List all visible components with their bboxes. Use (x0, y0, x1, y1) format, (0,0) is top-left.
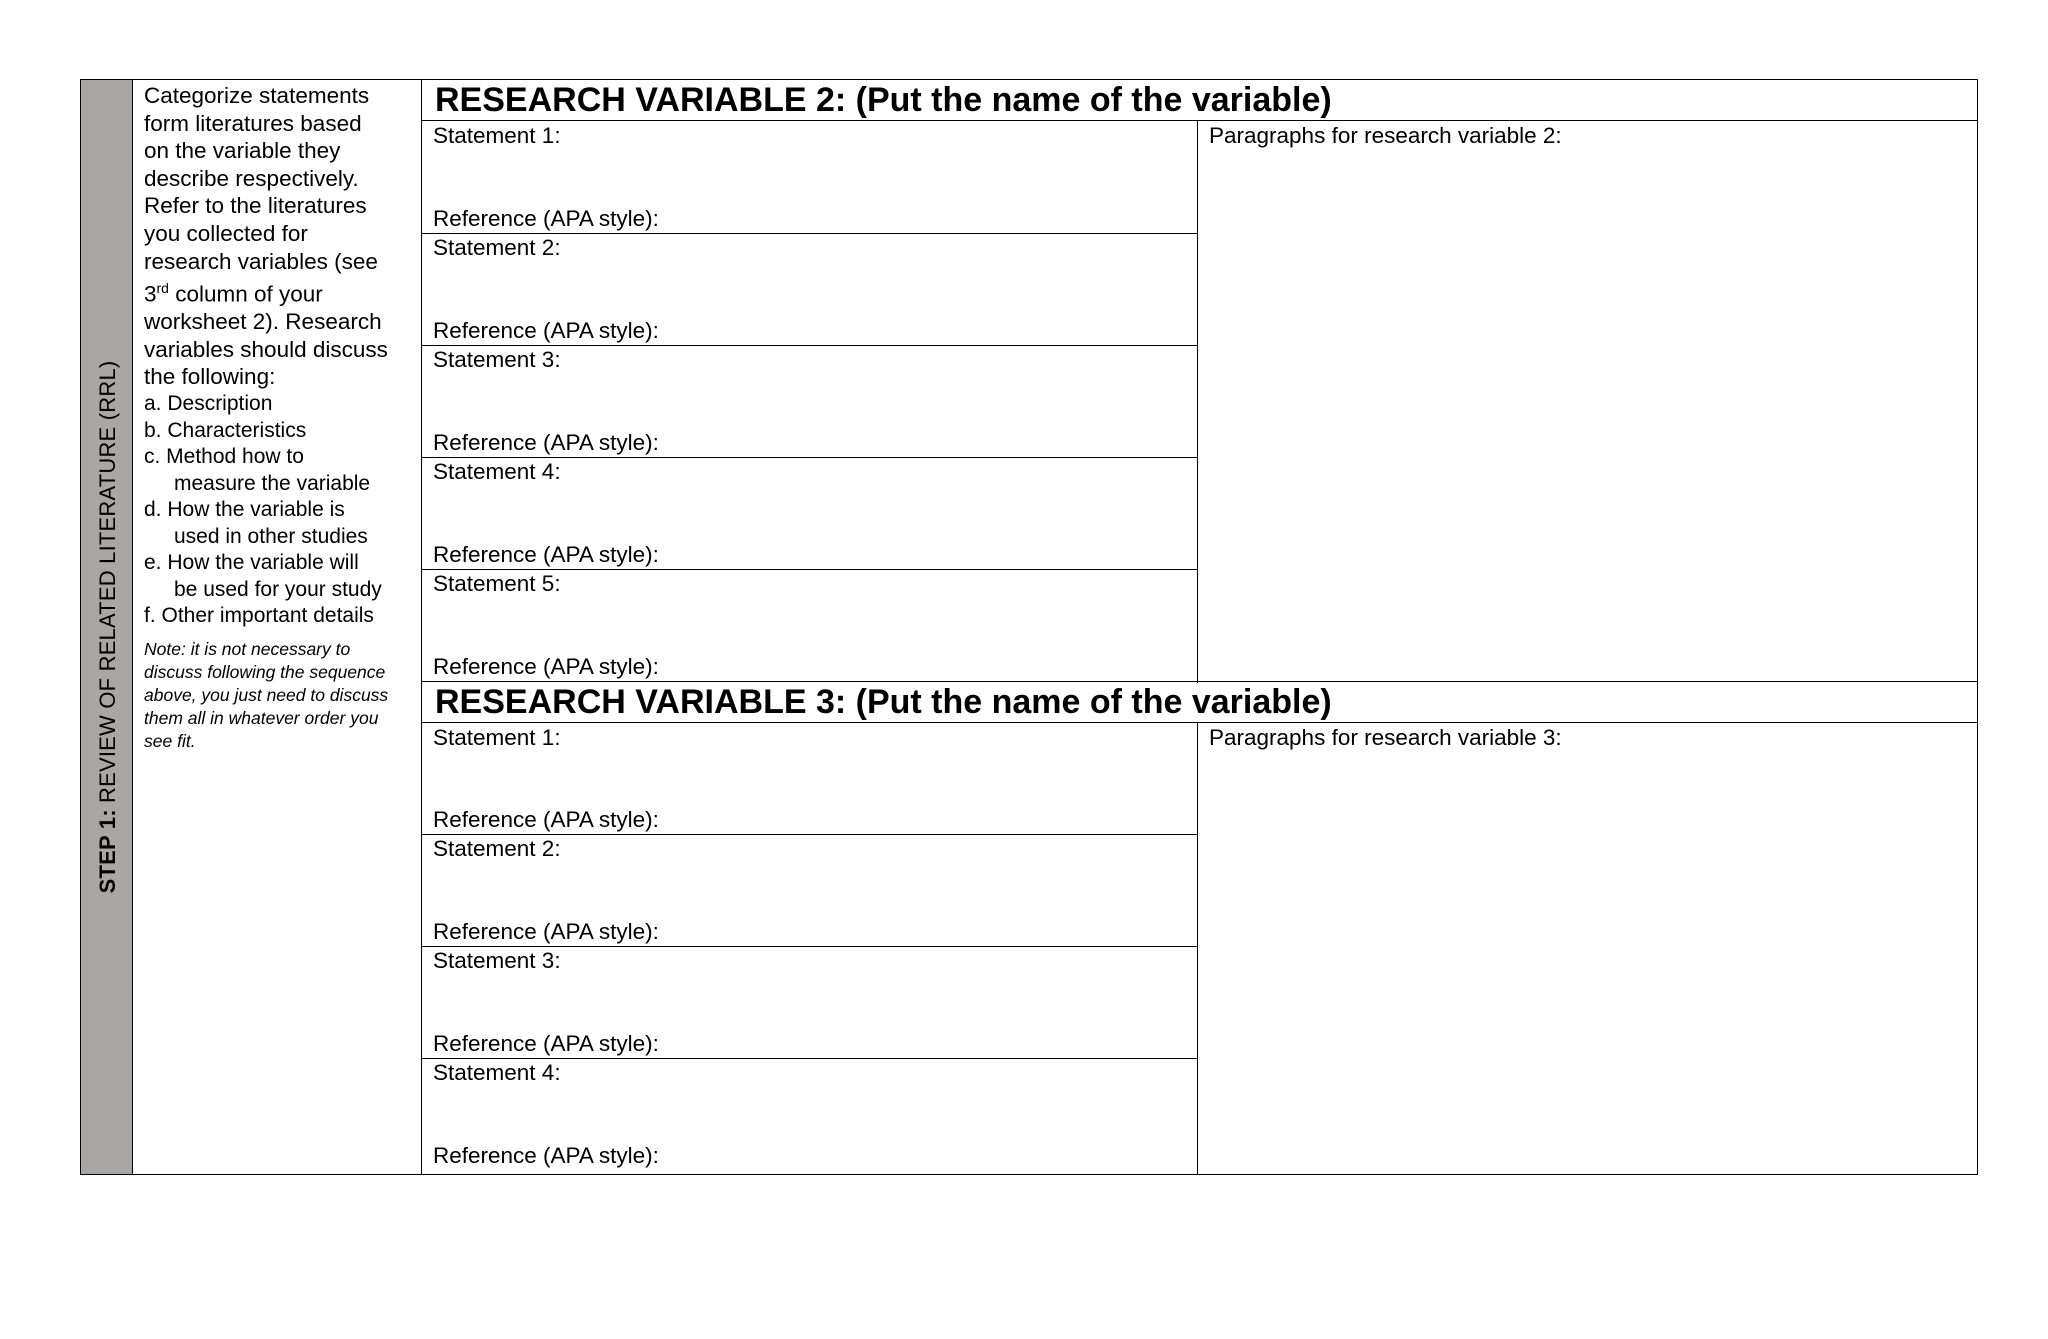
row-divider (421, 233, 1198, 234)
statement-label: Statement 4: (433, 1060, 561, 1085)
instruction-line: the following: (144, 364, 276, 390)
list-item-continued: used in other studies (174, 524, 368, 548)
list-item: d. How the variable is (144, 498, 345, 522)
instruction-line: form literatures based (144, 110, 362, 136)
instruction-line: variables should discuss (144, 336, 388, 362)
instruction-line (144, 275, 416, 308)
instruction-line: research variables (see (144, 248, 378, 274)
list-item: f. Other important details (144, 604, 374, 628)
statement-label: Statement 1: (433, 123, 561, 148)
paragraphs-label: Paragraphs for research variable 2: (1209, 123, 1562, 148)
row-divider (421, 345, 1198, 346)
discussion-list (144, 391, 416, 630)
row-divider (421, 946, 1198, 947)
instruction-line: on the variable they (144, 138, 341, 164)
reference-label: Reference (APA style): (433, 919, 659, 944)
list-item-continued: be used for your study (174, 577, 382, 601)
variable3-column-divider (1197, 723, 1198, 1175)
instruction-line: describe respectively. (144, 165, 359, 191)
instruction-line: Categorize statements (144, 83, 370, 108)
row-divider (421, 569, 1198, 570)
instructions-text (144, 82, 416, 630)
list-item: b. Characteristics (144, 418, 307, 442)
instruction-line: worksheet 2). Research (144, 309, 382, 335)
reference-label: Reference (APA style): (433, 542, 659, 567)
ordinal-number: 3 (144, 281, 157, 307)
list-item: c. Method how to (144, 445, 304, 469)
variable3-heading: RESEARCH VARIABLE 3: (Put the name of the variable) (421, 681, 1978, 723)
reference-label: Reference (APA style): (433, 206, 659, 231)
statement-label: Statement 2: (433, 235, 561, 260)
row-divider (421, 457, 1198, 458)
step-label-rest: REVIEW OF RELATED LITERATURE (RRL) (95, 360, 120, 810)
instruction-line: you collected for (144, 220, 308, 246)
statement-label: Statement 5: (433, 571, 561, 596)
reference-label: Reference (APA style): (433, 318, 659, 343)
list-item: e. How the variable will (144, 551, 359, 575)
ordinal-suffix: rd (156, 280, 169, 297)
row-divider (421, 834, 1198, 835)
ordinal-rest: column of your (168, 281, 323, 307)
step-label (95, 361, 121, 894)
instruction-note: Note: it is not necessary to discuss following the sequence above, you just need to discuss them all in whatever order you see fit. (144, 639, 389, 751)
statement-label: Statement 2: (433, 836, 561, 861)
reference-label: Reference (APA style): (433, 807, 659, 832)
statement-label: Statement 4: (433, 459, 561, 484)
variable2-column-divider (1197, 121, 1198, 683)
reference-label: Reference (APA style): (433, 430, 659, 455)
reference-label: Reference (APA style): (433, 1143, 659, 1168)
list-item-continued: measure the variable (174, 471, 371, 495)
instruction-line: Refer to the literatures (144, 193, 367, 219)
step-label-bold: STEP 1: (95, 809, 120, 894)
statement-label: Statement 3: (433, 948, 561, 973)
paragraphs-label: Paragraphs for research variable 3: (1209, 725, 1562, 750)
list-item: a. Description (144, 392, 273, 416)
row-divider (421, 1058, 1198, 1059)
reference-label: Reference (APA style): (433, 1031, 659, 1056)
statement-label: Statement 3: (433, 347, 561, 372)
variable2-heading: RESEARCH VARIABLE 2: (Put the name of the variable) (421, 79, 1978, 121)
reference-label: Reference (APA style): (433, 654, 659, 679)
statement-label: Statement 1: (433, 725, 561, 750)
